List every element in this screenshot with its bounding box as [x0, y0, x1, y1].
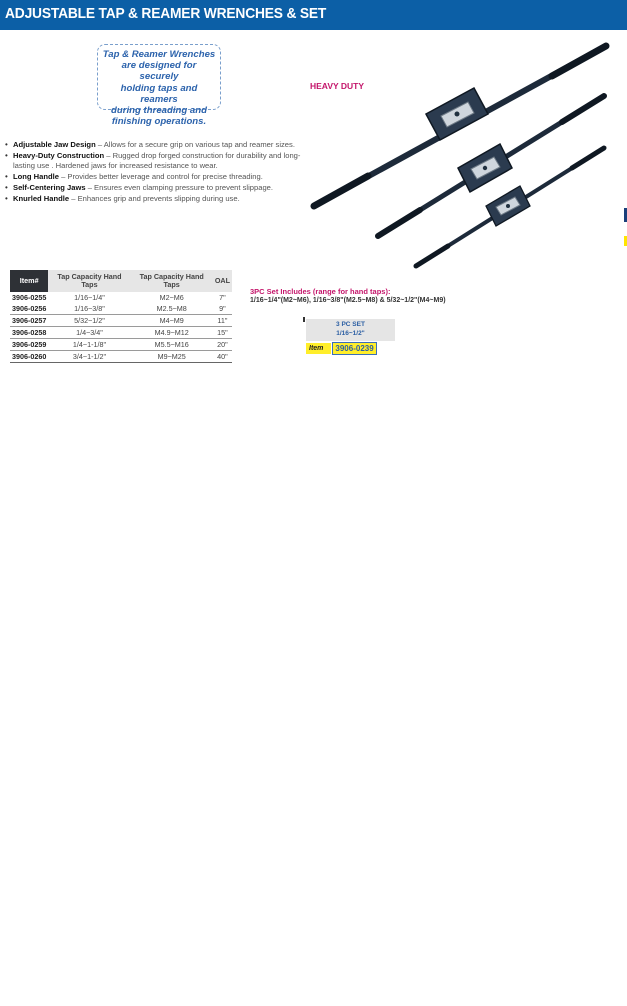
set-item-number: 3906-0239: [335, 344, 374, 353]
cell-capacity-metric: M9~M25: [131, 351, 213, 363]
cell-capacity-inch: 1/4~3/4": [48, 327, 130, 339]
cell-item: 3906-0260: [12, 352, 47, 361]
cell-capacity-inch: 1/4~1-1/8": [48, 339, 130, 351]
table-header-row: [10, 270, 232, 292]
cell-capacity-metric: M5.5~M16: [131, 339, 213, 351]
feature-name: Adjustable Jaw Design: [13, 140, 96, 149]
cell-item: 3906-0259: [12, 340, 47, 349]
column-header-item: Item#: [10, 270, 48, 292]
set-marker: [303, 317, 305, 322]
feature-text: – Provides better leverage and control for precise threading.: [58, 171, 263, 181]
set-box-range: 1/16~1/2": [336, 329, 365, 337]
spec-table: [10, 270, 232, 363]
feature-name: Heavy-Duty Construction: [13, 150, 105, 160]
feature-item: [5, 140, 305, 150]
feature-name: Self-Centering Jaws: [13, 182, 86, 192]
table-row: [10, 315, 232, 327]
feature-name: Long Handle: [13, 171, 59, 181]
feature-text: – Allows for a secure grip on various tap and reamer sizes.: [95, 140, 295, 149]
cell-item: 3906-0258: [12, 328, 47, 337]
bullet-icon: •: [5, 140, 8, 149]
cell-capacity-inch: 1/16~1/4": [74, 293, 105, 302]
feature-text: – Enhances grip and prevents slipping during use.: [69, 193, 240, 203]
set-box-title: 3 PC SET: [336, 321, 365, 328]
bullet-icon: •: [5, 150, 8, 160]
intro-callout: [97, 44, 221, 128]
bullet-icon: •: [5, 171, 8, 181]
cell-oal: 11": [213, 315, 232, 327]
table-row: [10, 327, 232, 339]
cell-oal: 7": [219, 293, 226, 302]
set-title: 3PC Set Includes (range for hand taps):: [250, 287, 391, 296]
feature-item: [5, 151, 305, 170]
set-item-label: Item: [306, 343, 331, 354]
cell-capacity-metric: M2~M6: [159, 293, 184, 302]
intro-line: finishing operations.: [111, 116, 207, 128]
tap-wrench-illustration: [308, 36, 618, 276]
set-item-row: [306, 343, 376, 354]
feature-text: – Rugged drop forged construction for durability and long-lasting use . Hardened jaws for increased resistance to wear.: [13, 150, 301, 170]
cell-capacity-metric: M2.5~M8: [156, 304, 187, 313]
feature-item: [5, 172, 305, 182]
cell-item: 3906-0257: [12, 316, 47, 325]
header-banner: [0, 0, 627, 30]
cell-oal: 9": [219, 304, 226, 313]
heavy-duty-badge: HEAVY DUTY: [310, 81, 365, 91]
intro-line: during threading and: [111, 105, 207, 117]
table-row: [10, 351, 232, 363]
feature-item: [5, 194, 305, 204]
table-row: [10, 292, 232, 303]
column-header-capacity-inch: Tap Capacity Hand Taps: [48, 270, 130, 292]
feature-list: [5, 140, 305, 205]
set-ranges: 1/16~1/4"(M2~M6), 1/16~3/8"(M2.5~M8) & 5/32~1/2"(M4~M9): [250, 297, 446, 304]
table-row: [10, 303, 232, 315]
feature-text: – Ensures even clamping pressure to prevent slippage.: [85, 182, 274, 192]
cell-capacity-inch: 3/4~1-1/2": [48, 351, 130, 363]
feature-item: [5, 183, 305, 193]
bullet-icon: •: [5, 193, 8, 203]
cell-capacity-metric: M4~M9: [131, 315, 213, 327]
wrench-large: [314, 46, 606, 206]
bullet-icon: •: [5, 182, 8, 192]
set-info-box: [306, 319, 395, 341]
cell-item: 3906-0255: [12, 293, 47, 302]
cell-capacity-inch: 1/16~3/8": [74, 304, 105, 313]
column-header-capacity-metric: Tap Capacity Hand Taps: [131, 270, 213, 292]
cell-oal: 15": [213, 327, 232, 339]
column-header-oal: OAL: [213, 270, 232, 292]
cell-oal: 20": [213, 339, 232, 351]
cell-oal: 40": [213, 351, 232, 363]
intro-line: are designed for securely: [121, 60, 197, 83]
cell-capacity-inch: 5/32~1/2": [48, 315, 130, 327]
cell-item: 3906-0256: [12, 304, 47, 313]
feature-name: Knurled Handle: [13, 193, 70, 203]
table-row: [10, 339, 232, 351]
cell-capacity-metric: M4.9~M12: [131, 327, 213, 339]
intro-line: holding taps and reamers: [120, 82, 198, 105]
page-title: ADJUSTABLE TAP & REAMER WRENCHES & SET: [5, 5, 327, 22]
intro-line: Tap & Reamer Wrenches: [102, 49, 216, 60]
